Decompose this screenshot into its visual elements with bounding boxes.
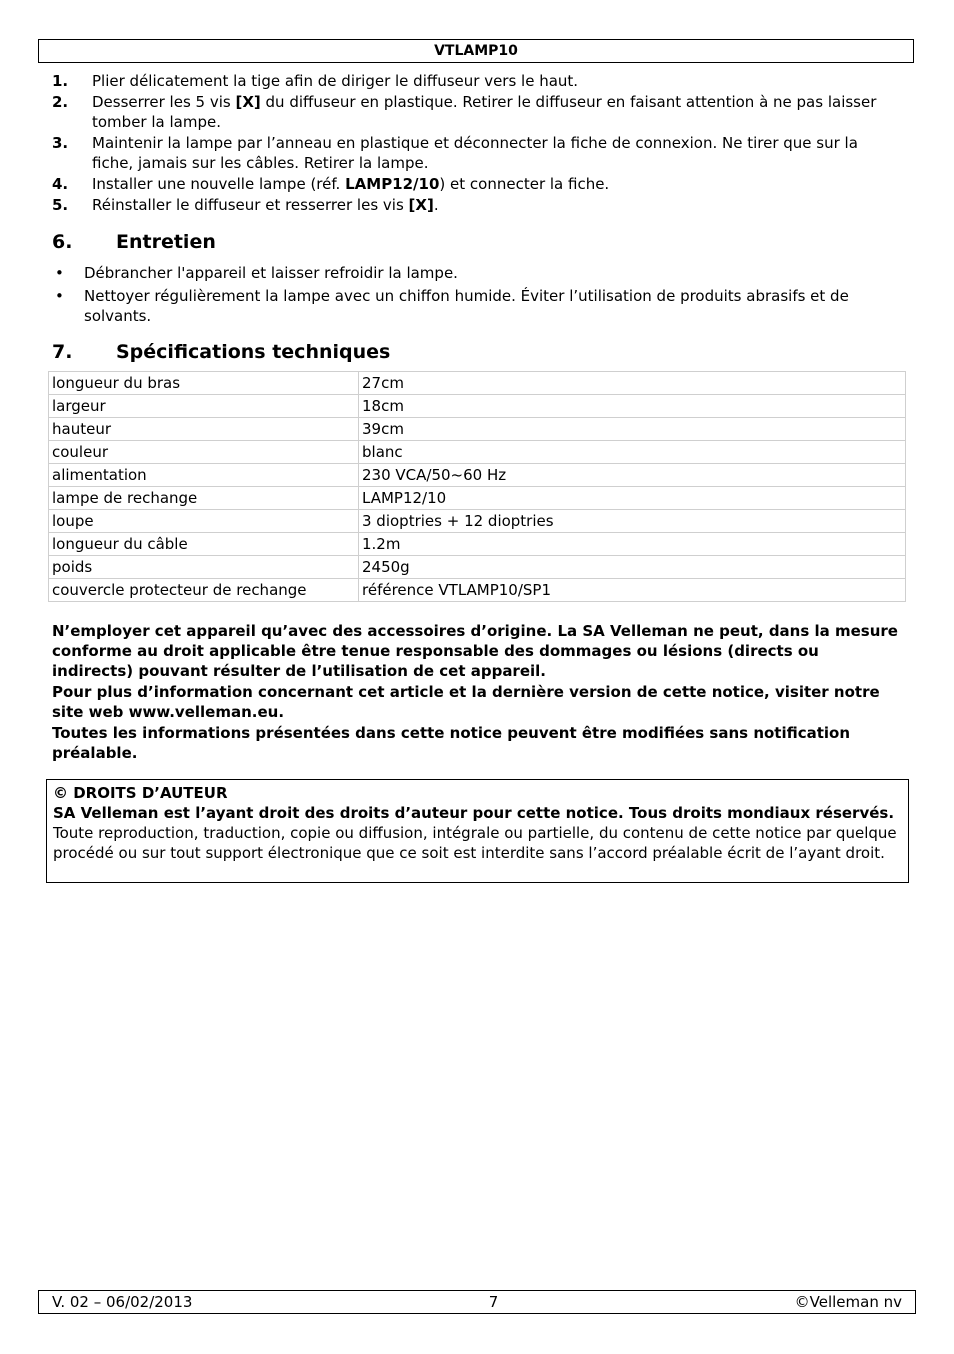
copyright-heading: © DROITS D’AUTEUR bbox=[53, 784, 228, 802]
copyright-bold-text: SA Velleman est l’ayant droit des droits d’auteur pour cette notice. Tous droits mondiaux réservés. bbox=[53, 804, 895, 822]
step-text-part: Maintenir la lampe par l’anneau en plastique et déconnecter la fiche de connexion. Ne tirer que sur la fiche, jamais sur les câbles. Retirer la lampe. bbox=[92, 134, 858, 172]
copyright-text: Toute reproduction, traduction, copie ou diffusion, intégrale ou partielle, du contenu de cette notice par quelque procédé ou sur tout support électronique que ce soit est interdite sans l’accord préalable écrit de l’ayant droit. bbox=[53, 824, 897, 862]
footer-copyright: ©Velleman nv bbox=[794, 1293, 902, 1311]
page-header bbox=[38, 39, 914, 63]
step-text-bold: LAMP12/10 bbox=[345, 175, 440, 193]
spec-label: couleur bbox=[49, 441, 359, 464]
step-text bbox=[92, 174, 898, 194]
footer-page-number: 7 bbox=[488, 1293, 499, 1311]
spec-value: référence VTLAMP10/SP1 bbox=[359, 579, 906, 602]
section-6-title: Entretien bbox=[116, 231, 216, 253]
table-row bbox=[49, 395, 906, 418]
spec-label: poids bbox=[49, 556, 359, 579]
footer-version: V. 02 – 06/02/2013 bbox=[52, 1293, 193, 1311]
step-item bbox=[52, 71, 898, 91]
spec-value: 18cm bbox=[359, 395, 906, 418]
step-number: 2. bbox=[52, 93, 69, 111]
spec-value: 230 VCA/50~60 Hz bbox=[359, 464, 906, 487]
specs-table bbox=[48, 371, 906, 602]
header-title: VTLAMP10 bbox=[434, 43, 518, 59]
section-6-number: 6. bbox=[52, 231, 73, 253]
spec-label: longueur du câble bbox=[49, 533, 359, 556]
table-row bbox=[49, 556, 906, 579]
bullet-icon: • bbox=[55, 264, 64, 282]
table-row bbox=[49, 533, 906, 556]
list-item bbox=[52, 286, 898, 326]
step-text bbox=[92, 195, 898, 215]
table-row bbox=[49, 510, 906, 533]
list-item-text: Nettoyer régulièrement la lampe avec un chiffon humide. Éviter l’utilisation de produits abrasifs et de solvants. bbox=[84, 287, 849, 325]
bullet-icon: • bbox=[55, 287, 64, 305]
step-text-bold: [X] bbox=[235, 93, 261, 111]
spec-value: LAMP12/10 bbox=[359, 487, 906, 510]
maintenance-list bbox=[52, 263, 898, 329]
spec-value: 27cm bbox=[359, 372, 906, 395]
notice-paragraph: N’employer cet appareil qu’avec des accessoires d’origine. La SA Velleman ne peut, dans la mesure conforme au droit applicable être tenue responsable des dommages ou lésions (directs ou indirects) pouvant résulter de l’utilisation de cet appareil. bbox=[52, 622, 898, 680]
section-7-heading bbox=[52, 340, 390, 364]
step-text-part: Réinstaller le diffuseur et resserrer les vis bbox=[92, 196, 409, 214]
legal-notice bbox=[52, 621, 902, 764]
table-row bbox=[49, 579, 906, 602]
step-text bbox=[92, 71, 898, 91]
copyright-body bbox=[53, 803, 902, 863]
spec-value: 3 dioptries + 12 dioptries bbox=[359, 510, 906, 533]
spec-label: loupe bbox=[49, 510, 359, 533]
spec-value: blanc bbox=[359, 441, 906, 464]
section-7-number: 7. bbox=[52, 341, 73, 363]
spec-label: alimentation bbox=[49, 464, 359, 487]
step-number: 3. bbox=[52, 134, 69, 152]
list-item bbox=[52, 263, 898, 283]
list-item-text: Débrancher l'appareil et laisser refroidir la lampe. bbox=[84, 264, 458, 282]
step-text-bold: [X] bbox=[408, 196, 434, 214]
step-number: 1. bbox=[52, 72, 69, 90]
step-number: 5. bbox=[52, 196, 69, 214]
copyright-box bbox=[46, 779, 909, 883]
spec-value: 1.2m bbox=[359, 533, 906, 556]
notice-paragraph: Pour plus d’information concernant cet article et la dernière version de cette notice, visiter notre site web www.velleman.eu. bbox=[52, 683, 880, 721]
table-row bbox=[49, 487, 906, 510]
step-text bbox=[92, 92, 898, 132]
step-text-part: Plier délicatement la tige afin de diriger le diffuseur vers le haut. bbox=[92, 72, 579, 90]
spec-label: largeur bbox=[49, 395, 359, 418]
spec-label: couvercle protecteur de rechange bbox=[49, 579, 359, 602]
step-item bbox=[52, 195, 898, 215]
step-number: 4. bbox=[52, 175, 69, 193]
step-item bbox=[52, 174, 898, 194]
spec-label: hauteur bbox=[49, 418, 359, 441]
step-text-part: . bbox=[433, 196, 439, 214]
step-text-part: Installer une nouvelle lampe (réf. bbox=[92, 175, 346, 193]
step-text-part: du diffuseur en plastique. Retirer le diffuseur en faisant attention à ne pas laisser tomber la lampe. bbox=[92, 93, 877, 131]
section-7-title: Spécifications techniques bbox=[116, 341, 391, 363]
step-item bbox=[52, 133, 898, 173]
step-text-part: Desserrer les 5 vis bbox=[92, 93, 236, 111]
step-text-part: ) et connecter la fiche. bbox=[439, 175, 610, 193]
step-item bbox=[52, 92, 898, 132]
notice-paragraph: Toutes les informations présentées dans cette notice peuvent être modifiées sans notification préalable. bbox=[52, 724, 851, 762]
spec-value: 2450g bbox=[359, 556, 906, 579]
spec-label: lampe de rechange bbox=[49, 487, 359, 510]
spec-label: longueur du bras bbox=[49, 372, 359, 395]
page-footer bbox=[38, 1290, 916, 1314]
procedure-steps bbox=[52, 71, 898, 216]
table-row bbox=[49, 464, 906, 487]
table-row bbox=[49, 441, 906, 464]
table-row bbox=[49, 418, 906, 441]
section-6-heading bbox=[52, 230, 216, 254]
spec-value: 39cm bbox=[359, 418, 906, 441]
step-text bbox=[92, 133, 898, 173]
table-row bbox=[49, 372, 906, 395]
